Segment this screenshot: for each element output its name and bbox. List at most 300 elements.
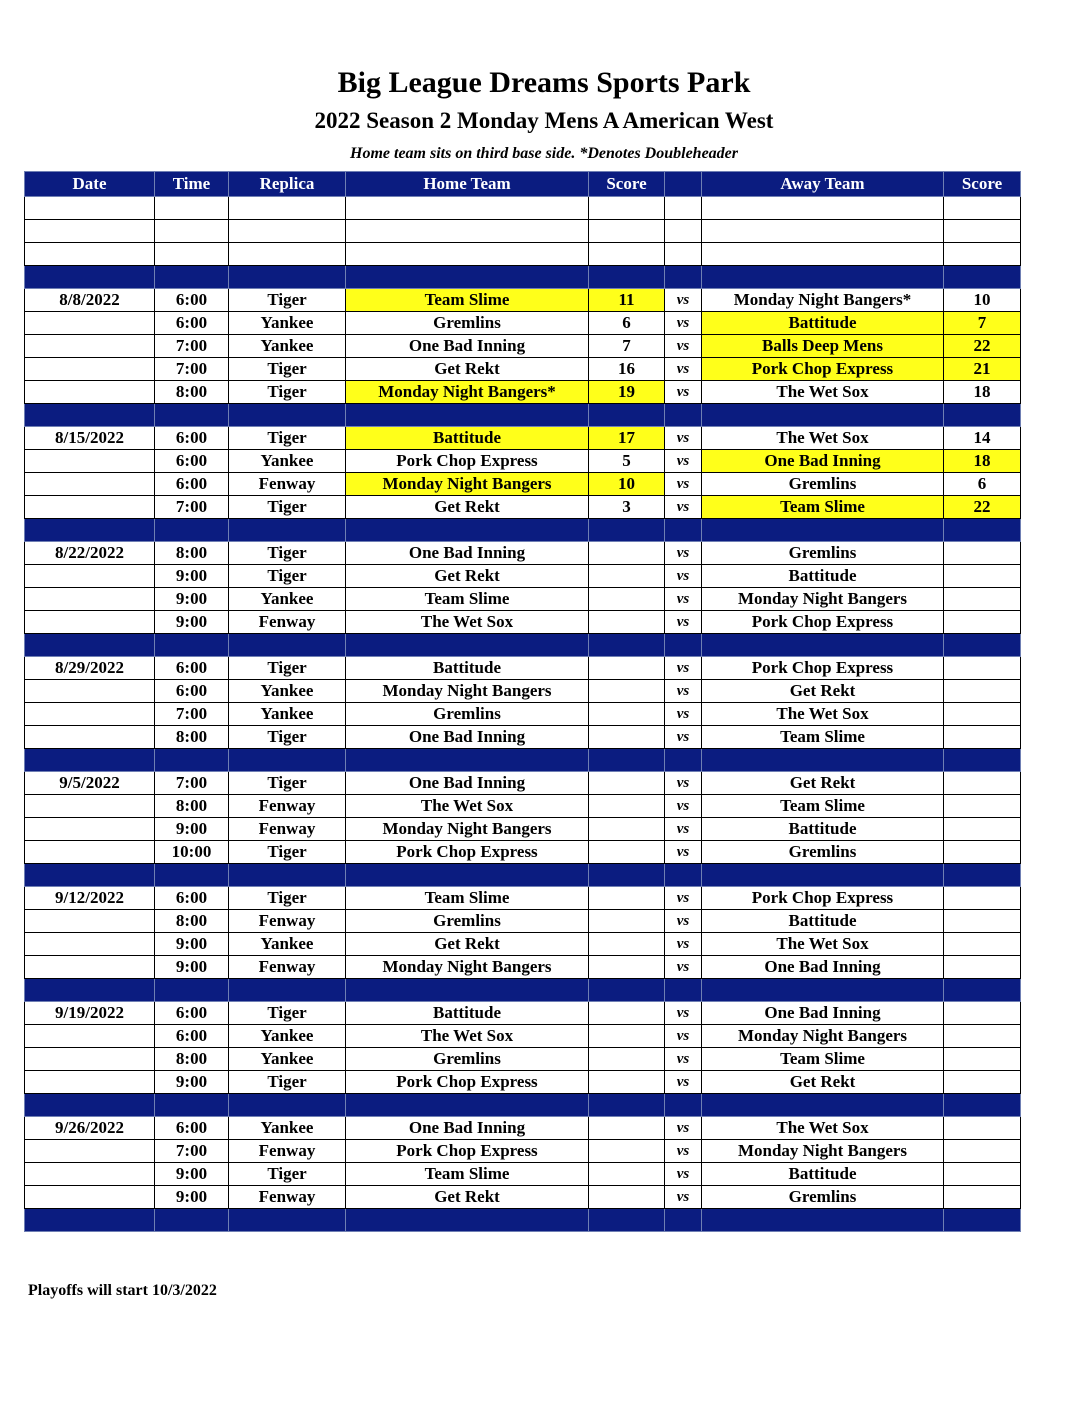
cell-time: 6:00 xyxy=(155,887,229,910)
cell-home-score: 10 xyxy=(589,473,665,496)
cell-away-team: Monday Night Bangers xyxy=(702,1140,944,1163)
cell-away-score: 14 xyxy=(944,427,1021,450)
cell-date xyxy=(25,565,155,588)
separator-cell xyxy=(702,404,944,427)
cell-time: 8:00 xyxy=(155,726,229,749)
separator-cell xyxy=(665,404,702,427)
cell-away-score xyxy=(944,1025,1021,1048)
cell-date xyxy=(25,588,155,611)
cell-home-team: The Wet Sox xyxy=(346,795,589,818)
cell-away-score xyxy=(944,772,1021,795)
cell-home-score xyxy=(589,1140,665,1163)
separator-cell xyxy=(589,749,665,772)
cell-date xyxy=(25,611,155,634)
blank-cell xyxy=(702,197,944,220)
blank-cell xyxy=(665,243,702,266)
cell-date xyxy=(25,703,155,726)
cell-vs: vs xyxy=(665,657,702,680)
cell-time: 6:00 xyxy=(155,289,229,312)
schedule-note: Home team sits on third base side. *Denotes Doubleheader xyxy=(350,145,738,162)
cell-date xyxy=(25,726,155,749)
separator-cell xyxy=(25,1094,155,1117)
cell-home-team: One Bad Inning xyxy=(346,1117,589,1140)
separator-cell xyxy=(25,404,155,427)
cell-date xyxy=(25,335,155,358)
cell-replica: Yankee xyxy=(229,588,346,611)
blank-cell xyxy=(665,197,702,220)
game-row xyxy=(25,956,1021,979)
week-separator-row xyxy=(25,1094,1021,1117)
separator-cell xyxy=(944,864,1021,887)
cell-date xyxy=(25,496,155,519)
game-row xyxy=(25,818,1021,841)
separator-cell xyxy=(702,864,944,887)
game-row xyxy=(25,289,1021,312)
cell-vs: vs xyxy=(665,841,702,864)
cell-replica: Tiger xyxy=(229,381,346,404)
game-row xyxy=(25,795,1021,818)
cell-vs: vs xyxy=(665,312,702,335)
cell-vs: vs xyxy=(665,427,702,450)
cell-replica: Tiger xyxy=(229,496,346,519)
cell-home-score xyxy=(589,703,665,726)
game-row xyxy=(25,1048,1021,1071)
cell-date: 9/19/2022 xyxy=(25,1002,155,1025)
game-row xyxy=(25,1071,1021,1094)
cell-time: 9:00 xyxy=(155,933,229,956)
cell-date xyxy=(25,1163,155,1186)
cell-replica: Yankee xyxy=(229,703,346,726)
cell-home-score xyxy=(589,657,665,680)
cell-home-score xyxy=(589,910,665,933)
cell-vs: vs xyxy=(665,358,702,381)
cell-vs: vs xyxy=(665,956,702,979)
game-row xyxy=(25,1002,1021,1025)
cell-time: 6:00 xyxy=(155,473,229,496)
separator-cell xyxy=(665,749,702,772)
cell-away-score: 22 xyxy=(944,335,1021,358)
cell-time: 8:00 xyxy=(155,1048,229,1071)
cell-replica: Tiger xyxy=(229,657,346,680)
blank-cell xyxy=(25,197,155,220)
cell-away-team: Pork Chop Express xyxy=(702,887,944,910)
game-row xyxy=(25,588,1021,611)
cell-home-team: Pork Chop Express xyxy=(346,450,589,473)
cell-time: 7:00 xyxy=(155,358,229,381)
cell-replica: Fenway xyxy=(229,1186,346,1209)
cell-home-team: Pork Chop Express xyxy=(346,1140,589,1163)
cell-away-score xyxy=(944,680,1021,703)
separator-cell xyxy=(702,266,944,289)
game-row xyxy=(25,841,1021,864)
cell-away-team: The Wet Sox xyxy=(702,1117,944,1140)
separator-cell xyxy=(25,979,155,1002)
separator-cell xyxy=(25,1209,155,1232)
cell-away-score xyxy=(944,1186,1021,1209)
cell-time: 7:00 xyxy=(155,335,229,358)
separator-cell xyxy=(346,979,589,1002)
separator-cell xyxy=(346,864,589,887)
cell-away-score xyxy=(944,1071,1021,1094)
separator-cell xyxy=(346,749,589,772)
blank-cell xyxy=(229,197,346,220)
cell-away-team: Team Slime xyxy=(702,496,944,519)
cell-home-score xyxy=(589,933,665,956)
cell-vs: vs xyxy=(665,289,702,312)
blank-cell xyxy=(589,220,665,243)
cell-away-score xyxy=(944,1163,1021,1186)
separator-cell xyxy=(229,634,346,657)
separator-cell xyxy=(155,1094,229,1117)
cell-date: 9/12/2022 xyxy=(25,887,155,910)
cell-time: 8:00 xyxy=(155,381,229,404)
separator-cell xyxy=(25,749,155,772)
cell-vs: vs xyxy=(665,887,702,910)
separator-cell xyxy=(589,519,665,542)
separator-cell xyxy=(589,864,665,887)
blank-cell xyxy=(944,243,1021,266)
week-separator-row xyxy=(25,519,1021,542)
cell-vs: vs xyxy=(665,1163,702,1186)
cell-replica: Yankee xyxy=(229,335,346,358)
separator-cell xyxy=(155,1209,229,1232)
week-separator-row xyxy=(25,864,1021,887)
cell-away-score xyxy=(944,910,1021,933)
blank-cell xyxy=(702,220,944,243)
cell-home-team: Get Rekt xyxy=(346,358,589,381)
cell-away-team: The Wet Sox xyxy=(702,427,944,450)
cell-away-score xyxy=(944,1048,1021,1071)
cell-away-team: Monday Night Bangers xyxy=(702,588,944,611)
cell-time: 9:00 xyxy=(155,611,229,634)
separator-cell xyxy=(155,634,229,657)
col-home-team-header: Home Team xyxy=(346,172,589,197)
cell-date xyxy=(25,1025,155,1048)
cell-away-team: Gremlins xyxy=(702,542,944,565)
cell-home-team: One Bad Inning xyxy=(346,772,589,795)
cell-home-score xyxy=(589,887,665,910)
cell-time: 7:00 xyxy=(155,496,229,519)
separator-cell xyxy=(944,404,1021,427)
cell-date xyxy=(25,910,155,933)
cell-time: 8:00 xyxy=(155,795,229,818)
game-row xyxy=(25,473,1021,496)
week-separator-row xyxy=(25,404,1021,427)
cell-home-team: Team Slime xyxy=(346,887,589,910)
cell-home-score: 11 xyxy=(589,289,665,312)
cell-vs: vs xyxy=(665,1186,702,1209)
cell-replica: Fenway xyxy=(229,795,346,818)
blank-cell xyxy=(944,220,1021,243)
cell-date xyxy=(25,933,155,956)
week-separator-row xyxy=(25,979,1021,1002)
game-row xyxy=(25,312,1021,335)
cell-home-team: Monday Night Bangers xyxy=(346,473,589,496)
blank-cell xyxy=(25,243,155,266)
cell-date: 9/26/2022 xyxy=(25,1117,155,1140)
separator-cell xyxy=(229,864,346,887)
cell-home-score: 6 xyxy=(589,312,665,335)
cell-away-score xyxy=(944,542,1021,565)
cell-time: 6:00 xyxy=(155,450,229,473)
cell-home-score xyxy=(589,565,665,588)
cell-away-team: Gremlins xyxy=(702,841,944,864)
cell-date xyxy=(25,1140,155,1163)
header-row xyxy=(25,172,1021,197)
cell-time: 7:00 xyxy=(155,772,229,795)
cell-away-team: Team Slime xyxy=(702,1048,944,1071)
cell-time: 10:00 xyxy=(155,841,229,864)
cell-home-score xyxy=(589,795,665,818)
separator-cell xyxy=(155,864,229,887)
separator-cell xyxy=(229,1094,346,1117)
page-subtitle: 2022 Season 2 Monday Mens A American West xyxy=(314,108,774,133)
cell-vs: vs xyxy=(665,703,702,726)
col-home-score-header: Score xyxy=(589,172,665,197)
separator-cell xyxy=(702,634,944,657)
separator-cell xyxy=(155,266,229,289)
cell-home-team: Get Rekt xyxy=(346,496,589,519)
col-time-header: Time xyxy=(155,172,229,197)
cell-replica: Fenway xyxy=(229,818,346,841)
separator-cell xyxy=(155,519,229,542)
cell-home-score xyxy=(589,542,665,565)
cell-date xyxy=(25,381,155,404)
cell-home-score xyxy=(589,841,665,864)
blank-cell xyxy=(944,197,1021,220)
separator-cell xyxy=(25,266,155,289)
cell-time: 9:00 xyxy=(155,956,229,979)
cell-vs: vs xyxy=(665,542,702,565)
cell-replica: Tiger xyxy=(229,1002,346,1025)
cell-replica: Fenway xyxy=(229,611,346,634)
cell-away-score xyxy=(944,657,1021,680)
col-away-team-header: Away Team xyxy=(702,172,944,197)
game-row xyxy=(25,335,1021,358)
separator-cell xyxy=(229,979,346,1002)
separator-cell xyxy=(665,1209,702,1232)
cell-home-score xyxy=(589,1163,665,1186)
separator-cell xyxy=(25,634,155,657)
cell-away-team: Pork Chop Express xyxy=(702,611,944,634)
cell-away-team: Get Rekt xyxy=(702,1071,944,1094)
separator-cell xyxy=(702,1209,944,1232)
cell-replica: Tiger xyxy=(229,841,346,864)
cell-away-team: One Bad Inning xyxy=(702,1002,944,1025)
cell-date: 8/29/2022 xyxy=(25,657,155,680)
cell-away-team: The Wet Sox xyxy=(702,381,944,404)
page-title: Big League Dreams Sports Park xyxy=(337,66,751,99)
separator-cell xyxy=(944,266,1021,289)
cell-vs: vs xyxy=(665,1048,702,1071)
separator-cell xyxy=(944,1209,1021,1232)
cell-away-score xyxy=(944,588,1021,611)
cell-date xyxy=(25,473,155,496)
cell-away-score xyxy=(944,1140,1021,1163)
cell-replica: Tiger xyxy=(229,358,346,381)
cell-away-score xyxy=(944,1002,1021,1025)
cell-vs: vs xyxy=(665,933,702,956)
cell-away-team: Battitude xyxy=(702,565,944,588)
cell-home-team: Monday Night Bangers xyxy=(346,818,589,841)
cell-replica: Tiger xyxy=(229,542,346,565)
cell-away-score xyxy=(944,887,1021,910)
cell-away-team: Battitude xyxy=(702,818,944,841)
cell-replica: Yankee xyxy=(229,1048,346,1071)
schedule-table xyxy=(24,171,1021,1232)
game-row xyxy=(25,1186,1021,1209)
cell-vs: vs xyxy=(665,1071,702,1094)
cell-away-team: Balls Deep Mens xyxy=(702,335,944,358)
cell-home-score: 17 xyxy=(589,427,665,450)
cell-time: 6:00 xyxy=(155,1025,229,1048)
cell-vs: vs xyxy=(665,795,702,818)
cell-date: 8/8/2022 xyxy=(25,289,155,312)
cell-date: 9/5/2022 xyxy=(25,772,155,795)
blank-cell xyxy=(229,243,346,266)
separator-cell xyxy=(346,519,589,542)
cell-away-score xyxy=(944,726,1021,749)
separator-cell xyxy=(346,634,589,657)
cell-date xyxy=(25,358,155,381)
cell-date: 8/22/2022 xyxy=(25,542,155,565)
cell-date xyxy=(25,680,155,703)
separator-cell xyxy=(25,519,155,542)
blank-cell xyxy=(346,220,589,243)
cell-home-score xyxy=(589,611,665,634)
separator-cell xyxy=(944,979,1021,1002)
col-away-score-header: Score xyxy=(944,172,1021,197)
cell-date xyxy=(25,795,155,818)
cell-home-score xyxy=(589,956,665,979)
cell-date xyxy=(25,312,155,335)
cell-vs: vs xyxy=(665,1002,702,1025)
blank-row xyxy=(25,220,1021,243)
cell-home-team: Team Slime xyxy=(346,289,589,312)
separator-cell xyxy=(702,979,944,1002)
cell-replica: Yankee xyxy=(229,450,346,473)
cell-home-score: 16 xyxy=(589,358,665,381)
cell-away-score: 18 xyxy=(944,450,1021,473)
cell-time: 6:00 xyxy=(155,1117,229,1140)
separator-cell xyxy=(665,519,702,542)
game-row xyxy=(25,1025,1021,1048)
cell-home-score xyxy=(589,588,665,611)
separator-cell xyxy=(944,1094,1021,1117)
cell-home-score xyxy=(589,1002,665,1025)
cell-away-score: 18 xyxy=(944,381,1021,404)
col-date-header: Date xyxy=(25,172,155,197)
cell-home-team: Monday Night Bangers* xyxy=(346,381,589,404)
week-separator-row xyxy=(25,749,1021,772)
game-row xyxy=(25,1163,1021,1186)
cell-home-score xyxy=(589,1025,665,1048)
cell-vs: vs xyxy=(665,726,702,749)
cell-home-team: Monday Night Bangers xyxy=(346,956,589,979)
blank-cell xyxy=(665,220,702,243)
separator-cell xyxy=(589,1094,665,1117)
cell-away-team: One Bad Inning xyxy=(702,956,944,979)
cell-date xyxy=(25,841,155,864)
game-row xyxy=(25,887,1021,910)
separator-cell xyxy=(702,1094,944,1117)
cell-away-score xyxy=(944,841,1021,864)
cell-home-team: Monday Night Bangers xyxy=(346,680,589,703)
cell-home-score xyxy=(589,1117,665,1140)
separator-cell xyxy=(346,1209,589,1232)
cell-home-team: Gremlins xyxy=(346,312,589,335)
cell-vs: vs xyxy=(665,450,702,473)
separator-cell xyxy=(229,519,346,542)
separator-cell xyxy=(229,749,346,772)
cell-home-score xyxy=(589,1186,665,1209)
separator-cell xyxy=(665,864,702,887)
cell-replica: Tiger xyxy=(229,427,346,450)
separator-cell xyxy=(229,404,346,427)
separator-cell xyxy=(155,979,229,1002)
cell-away-team: Monday Night Bangers* xyxy=(702,289,944,312)
cell-away-score xyxy=(944,611,1021,634)
separator-cell xyxy=(229,266,346,289)
cell-away-team: The Wet Sox xyxy=(702,703,944,726)
cell-time: 9:00 xyxy=(155,1186,229,1209)
cell-vs: vs xyxy=(665,611,702,634)
cell-home-team: Gremlins xyxy=(346,703,589,726)
separator-cell xyxy=(155,749,229,772)
week-separator-row xyxy=(25,634,1021,657)
game-row xyxy=(25,381,1021,404)
cell-home-score xyxy=(589,772,665,795)
cell-away-team: One Bad Inning xyxy=(702,450,944,473)
week-separator-row xyxy=(25,1209,1021,1232)
cell-replica: Yankee xyxy=(229,933,346,956)
cell-away-score xyxy=(944,933,1021,956)
separator-cell xyxy=(25,864,155,887)
cell-replica: Tiger xyxy=(229,772,346,795)
cell-home-score xyxy=(589,1048,665,1071)
game-row xyxy=(25,496,1021,519)
blank-cell xyxy=(589,243,665,266)
separator-cell xyxy=(589,979,665,1002)
cell-away-team: Monday Night Bangers xyxy=(702,1025,944,1048)
cell-home-team: Get Rekt xyxy=(346,1186,589,1209)
cell-time: 6:00 xyxy=(155,312,229,335)
game-row xyxy=(25,611,1021,634)
cell-time: 9:00 xyxy=(155,565,229,588)
cell-home-score: 7 xyxy=(589,335,665,358)
cell-time: 6:00 xyxy=(155,657,229,680)
cell-date xyxy=(25,1186,155,1209)
cell-away-team: Pork Chop Express xyxy=(702,657,944,680)
cell-away-score: 10 xyxy=(944,289,1021,312)
cell-away-team: The Wet Sox xyxy=(702,933,944,956)
cell-time: 7:00 xyxy=(155,703,229,726)
cell-away-score: 22 xyxy=(944,496,1021,519)
cell-replica: Yankee xyxy=(229,1025,346,1048)
col-vs-header xyxy=(665,172,702,197)
separator-cell xyxy=(589,266,665,289)
separator-cell xyxy=(702,519,944,542)
separator-cell xyxy=(702,749,944,772)
cell-replica: Tiger xyxy=(229,565,346,588)
schedule-body xyxy=(25,197,1021,1232)
game-row xyxy=(25,1117,1021,1140)
blank-cell xyxy=(589,197,665,220)
cell-home-team: The Wet Sox xyxy=(346,1025,589,1048)
cell-time: 8:00 xyxy=(155,542,229,565)
separator-cell xyxy=(346,1094,589,1117)
cell-vs: vs xyxy=(665,335,702,358)
